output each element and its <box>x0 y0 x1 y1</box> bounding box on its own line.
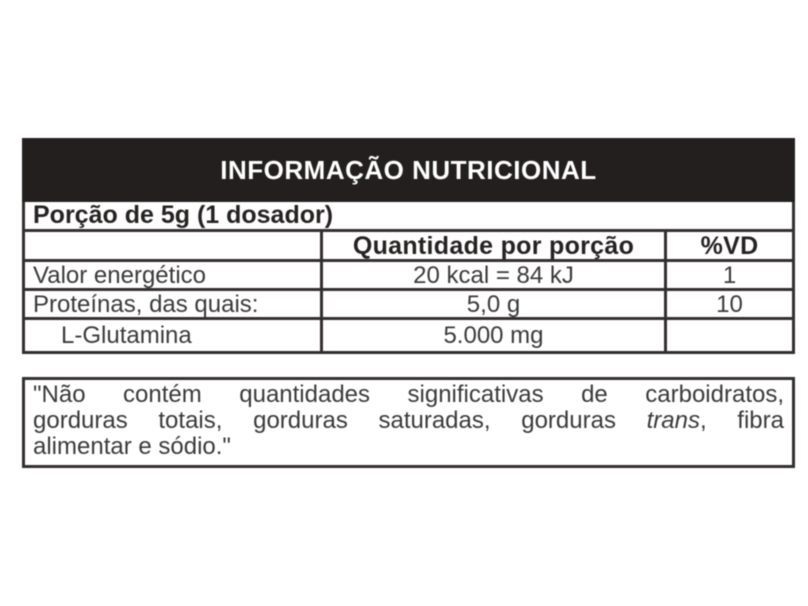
nutrient-amount: 20 kcal = 84 kJ <box>320 262 664 290</box>
table-body <box>22 202 795 354</box>
nutrient-dv: 10 <box>664 291 792 319</box>
footnote-line-1: "Não contém quantidades significativas de carboidratos, <box>33 381 784 408</box>
title-bar <box>22 138 795 202</box>
nutrient-name: Valor energético <box>33 262 206 289</box>
nutrient-name: L-Glutamina <box>61 321 192 349</box>
footnote-line-2 <box>33 408 784 434</box>
nutrient-amount: 5.000 mg <box>320 320 664 351</box>
nutrient-dv <box>664 320 792 351</box>
table-row-proteinas <box>25 291 792 320</box>
nutrient-name: Proteínas, das quais: <box>33 291 259 318</box>
table-row-valor-energetico <box>25 262 792 291</box>
footnote-box <box>22 377 795 468</box>
table-title: INFORMAÇÃO NUTRICIONAL <box>220 154 597 185</box>
nutrition-facts-table <box>22 138 795 354</box>
table-row-l-glutamina <box>25 320 792 351</box>
header-empty-cell <box>25 232 320 261</box>
header-amount-per-serving: Quantidade por porção <box>320 232 664 261</box>
footnote-line-2-text: gorduras totais, gorduras saturadas, gorduras <box>33 407 616 434</box>
nutrient-amount: 5,0 g <box>320 291 664 319</box>
footnote-line-2-end: , fibra <box>699 407 784 434</box>
footnote-trans-italic: trans <box>646 407 700 434</box>
serving-size-text: Porção de 5g (1 dosador) <box>33 201 334 229</box>
column-header-row <box>25 232 792 262</box>
nutrient-dv: 1 <box>664 262 792 290</box>
header-percent-dv: %VD <box>664 232 792 261</box>
footnote-line-3: alimentar e sódio." <box>33 433 231 460</box>
serving-size-row <box>25 202 792 232</box>
